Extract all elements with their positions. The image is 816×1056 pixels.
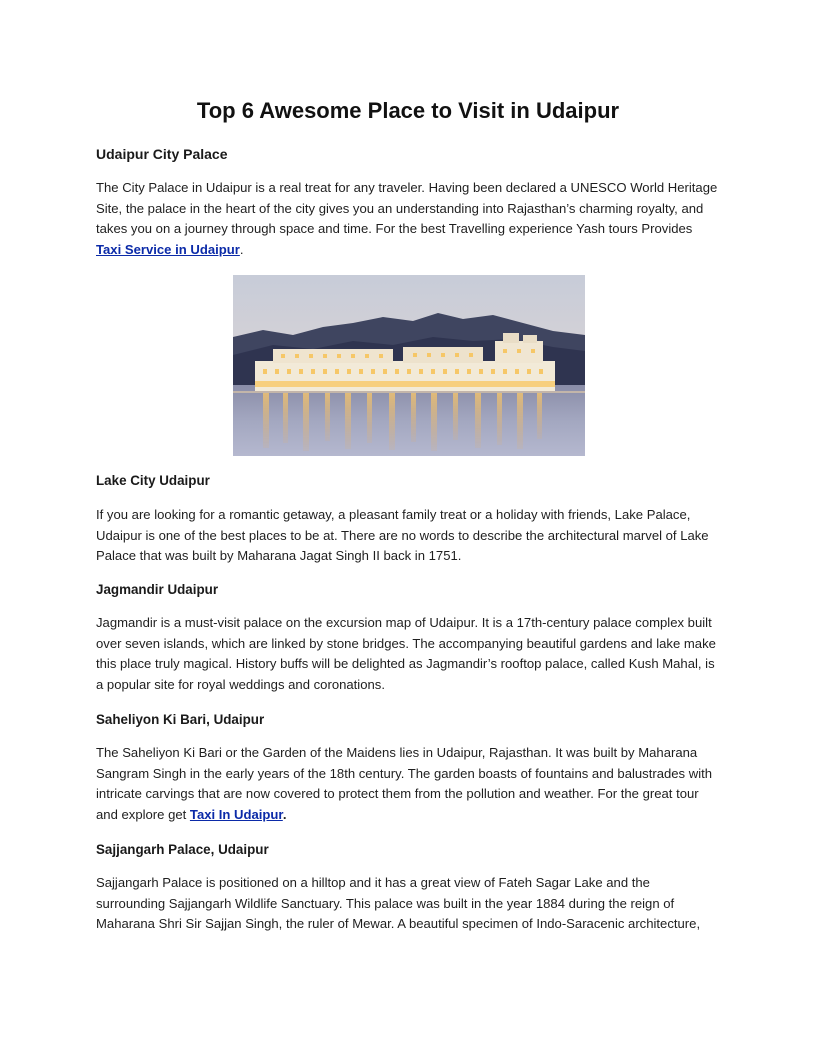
section-text-city-palace	[96, 178, 720, 260]
saheliyon-text: The Saheliyon Ki Bari or the Garden of the Maidens lies in Udaipur, Rajasthan. It was built by Maharana Sangram Singh in the early years of the 18th century. The garden boasts of fountains and balustrades with intricate carvings that are now covered to protect them from the pollution and weather. For the great tour and explore get	[96, 745, 713, 822]
section-heading-city-palace: Udaipur City Palace	[96, 146, 228, 162]
lake-palace-photo	[233, 275, 585, 456]
section-text-saheliyon-ki-bari	[96, 743, 720, 825]
city-palace-text: The City Palace in Udaipur is a real treat for any traveler. Having been declared a UNESCO World Heritage Site, the palace in the heart of the city gives you an understanding into Rajasthan’s charming royalty, and takes you on a journey through space and time. For the best Travelling experience Yash tours Provides	[96, 180, 718, 237]
section-text-lake-city: If you are looking for a romantic getaway, a pleasant family treat or a holiday with friends, Lake Palace, Udaipur is one of the best places to be at. There are no words to describe the architectural marvel of Lake Palace that was built by Maharana Jagat Singh II back in 1751.	[96, 507, 709, 564]
section-heading-jagmandir: Jagmandir Udaipur	[96, 582, 219, 597]
city-palace-text-end: .	[239, 241, 244, 257]
saheliyon-text-end: .	[282, 806, 287, 822]
section-heading-saheliyon-ki-bari: Saheliyon Ki Bari, Udaipur	[96, 712, 265, 727]
section-heading-lake-city: Lake City Udaipur	[96, 473, 210, 488]
section-text-sajjangarh: Sajjangarh Palace is positioned on a hilltop and it has a great view of Fateh Sagar Lake and the surrounding Sajjangarh Wildlife Sanctuary. This palace was built in the year 1884 during the reign of Maharana Shri Sir Sajjan Singh, the ruler of Mewar. A beautiful specimen of Indo-Saracenic architecture,	[96, 875, 701, 932]
page-title: Top 6 Awesome Place to Visit in Udaipur	[196, 98, 620, 123]
section-text-jagmandir: Jagmandir is a must-visit palace on the excursion map of Udaipur. It is a 17th-century palace complex built over seven islands, which are linked by stone bridges. The accompanying beautiful gardens and lake make this place truly magical. History buffs will be delighted as Jagmandir’s rooftop palace, called Kush Mahal, is a popular site for royal weddings and coronations.	[96, 615, 716, 692]
section-heading-sajjangarh: Sajjangarh Palace, Udaipur	[96, 842, 269, 857]
taxi-service-udaipur-link[interactable]: Taxi Service in Udaipur	[96, 241, 240, 257]
taxi-in-udaipur-link[interactable]: Taxi In Udaipur	[189, 806, 283, 822]
